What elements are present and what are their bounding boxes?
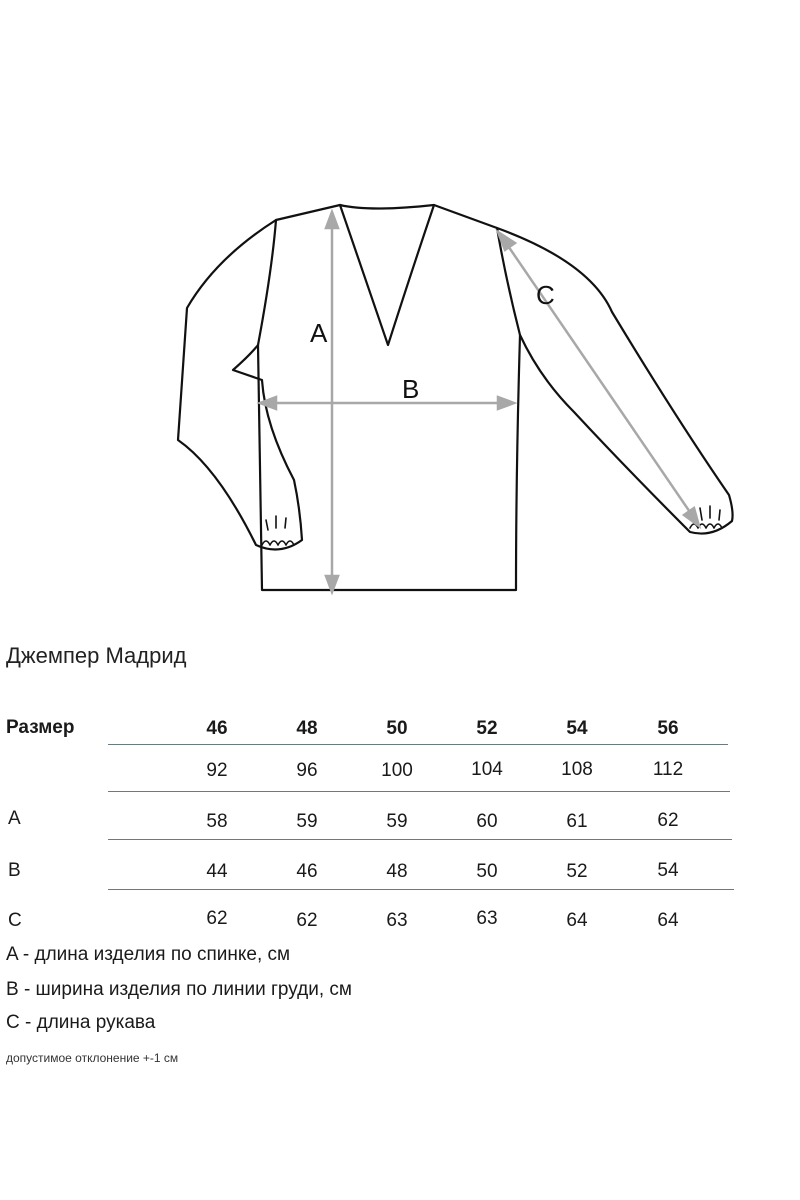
legend-b: B - ширина изделия по линии груди, см [6, 979, 352, 1000]
row-label-c: C [8, 910, 22, 931]
table-cell: 62 [206, 908, 228, 929]
arrow-c [504, 240, 694, 518]
table-rule [108, 889, 734, 890]
right-sleeve-outline [497, 228, 733, 534]
product-title: Джемпер Мадрид [6, 643, 187, 668]
table-cell: 46 [296, 861, 318, 882]
table-rule [108, 744, 728, 745]
table-cell: 50 [476, 861, 498, 882]
label-c: C [536, 280, 555, 310]
left-sleeve-outline [178, 220, 302, 549]
chest-cell: 104 [471, 759, 503, 780]
jumper-body-outline [258, 205, 520, 590]
chest-cell: 112 [652, 759, 684, 780]
arrow-c-head-bottom [684, 508, 699, 526]
arrow-a-head-top [326, 212, 338, 228]
legend-a: A - длина изделия по спинке, см [6, 944, 291, 965]
table-cell: 44 [206, 861, 228, 882]
size-cell: 56 [657, 718, 679, 739]
arrow-b-head-left [260, 397, 276, 409]
table-cell: 62 [657, 810, 679, 831]
row-label-a: A [8, 808, 21, 829]
table-cell: 64 [657, 910, 679, 931]
label-b: B [402, 374, 420, 404]
table-cell: 52 [566, 861, 588, 882]
neckline [340, 205, 434, 209]
table-cell: 59 [386, 811, 408, 832]
table-cell: 62 [296, 910, 318, 931]
chest-cell: 96 [296, 760, 318, 781]
chest-cell: 108 [561, 759, 593, 780]
size-cell: 52 [476, 718, 498, 739]
label-a: A [310, 318, 328, 348]
table-rule [108, 791, 730, 792]
chest-cell: 100 [381, 760, 413, 781]
size-cell: 48 [296, 718, 318, 739]
legend-c: C - длина рукава [6, 1012, 156, 1033]
row-label-b: B [8, 860, 21, 881]
table-cell: 58 [206, 811, 228, 832]
table-cell: 64 [566, 910, 588, 931]
table-cell: 60 [476, 811, 498, 832]
size-cell: 46 [206, 718, 228, 739]
size-cell: 50 [386, 718, 408, 739]
arrow-b-head-right [498, 397, 514, 409]
table-rule [108, 839, 732, 840]
chest-cell: 92 [206, 760, 228, 781]
table-cell: 61 [566, 811, 588, 832]
size-cell: 54 [566, 718, 588, 739]
table-cell: 63 [476, 908, 498, 929]
table-cell: 59 [296, 811, 318, 832]
table-cell: 63 [386, 910, 408, 931]
left-cuff [262, 516, 294, 545]
size-header-label: Размер [6, 717, 75, 738]
tolerance-note: допустимое отклонение +-1 см [6, 1051, 179, 1065]
table-cell: 54 [657, 860, 679, 881]
table-cell: 48 [386, 861, 408, 882]
